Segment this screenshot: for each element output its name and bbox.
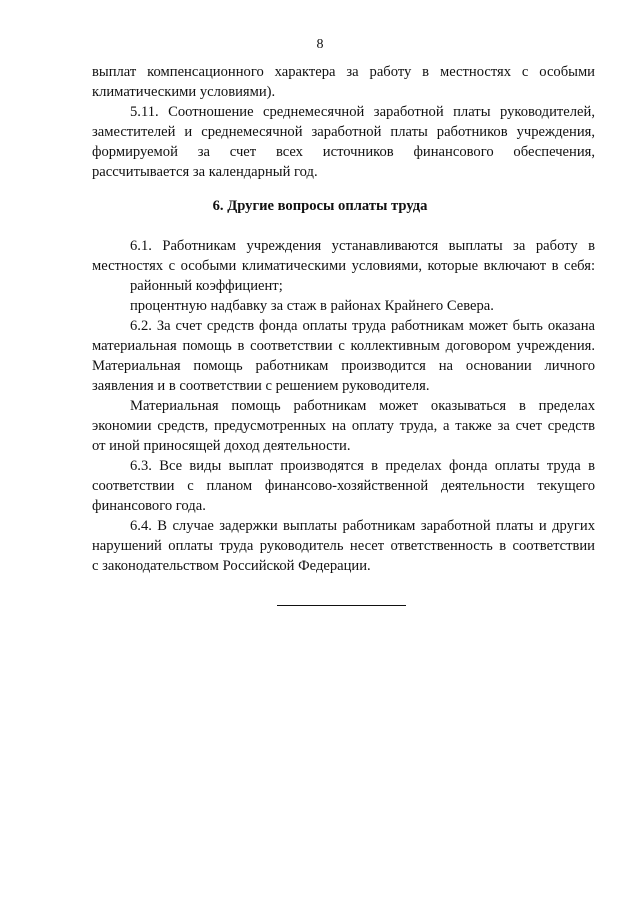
text-line: финансового года.: [92, 498, 206, 514]
text-line: заявления и в соответствии с решением руководителя.: [92, 378, 430, 394]
text-line: климатическими условиями).: [92, 84, 276, 100]
text-line: материальная помощь в соответствии с коллективным договором учреждения.: [92, 338, 595, 354]
text-line: заместителей и среднемесячной заработной платы работников учреждения,: [92, 124, 595, 140]
page-number: 8: [316, 37, 324, 52]
text-line: 5.11. Соотношение среднемесячной заработной платы руководителей,: [130, 104, 595, 120]
text-line: нарушений оплаты труда руководитель несет ответственность в соответствии: [92, 538, 595, 554]
closing-rule: [277, 605, 406, 606]
text-line: 6.3. Все виды выплат производятся в пределах фонда оплаты труда в: [130, 458, 595, 474]
text-line: 6.2. За счет средств фонда оплаты труда работникам может быть оказана: [130, 318, 595, 334]
text-line: 6.1. Работникам учреждения устанавливаются выплаты за работу в: [130, 238, 595, 254]
text-line: экономии средств, предусмотренных на оплату труда, а также за счет средств: [92, 418, 595, 434]
text-line: Материальная помощь работникам производится на основании личного: [92, 358, 595, 374]
text-line: с законодательством Российской Федерации.: [92, 558, 371, 574]
text-line: местностях с особыми климатическими условиями, которые включают в себя:: [92, 258, 595, 274]
text-line: процентную надбавку за стаж в районах Крайнего Севера.: [130, 298, 494, 314]
text-line: 6.4. В случае задержки выплаты работникам заработной платы и других: [130, 518, 595, 534]
section-title: 6. Другие вопросы оплаты труда: [212, 198, 428, 214]
text-line: формируемой за счет всех источников финансового обеспечения,: [92, 144, 595, 160]
text-line: соответствии с планом финансово-хозяйственной деятельности текущего: [92, 478, 595, 494]
text-line: районный коэффициент;: [130, 278, 283, 294]
text-line: от иной приносящей доход деятельности.: [92, 438, 351, 454]
text-line: рассчитывается за календарный год.: [92, 164, 318, 180]
text-line: выплат компенсационного характера за работу в местностях с особыми: [92, 64, 595, 80]
text-line: Материальная помощь работникам может оказываться в пределах: [130, 398, 595, 414]
